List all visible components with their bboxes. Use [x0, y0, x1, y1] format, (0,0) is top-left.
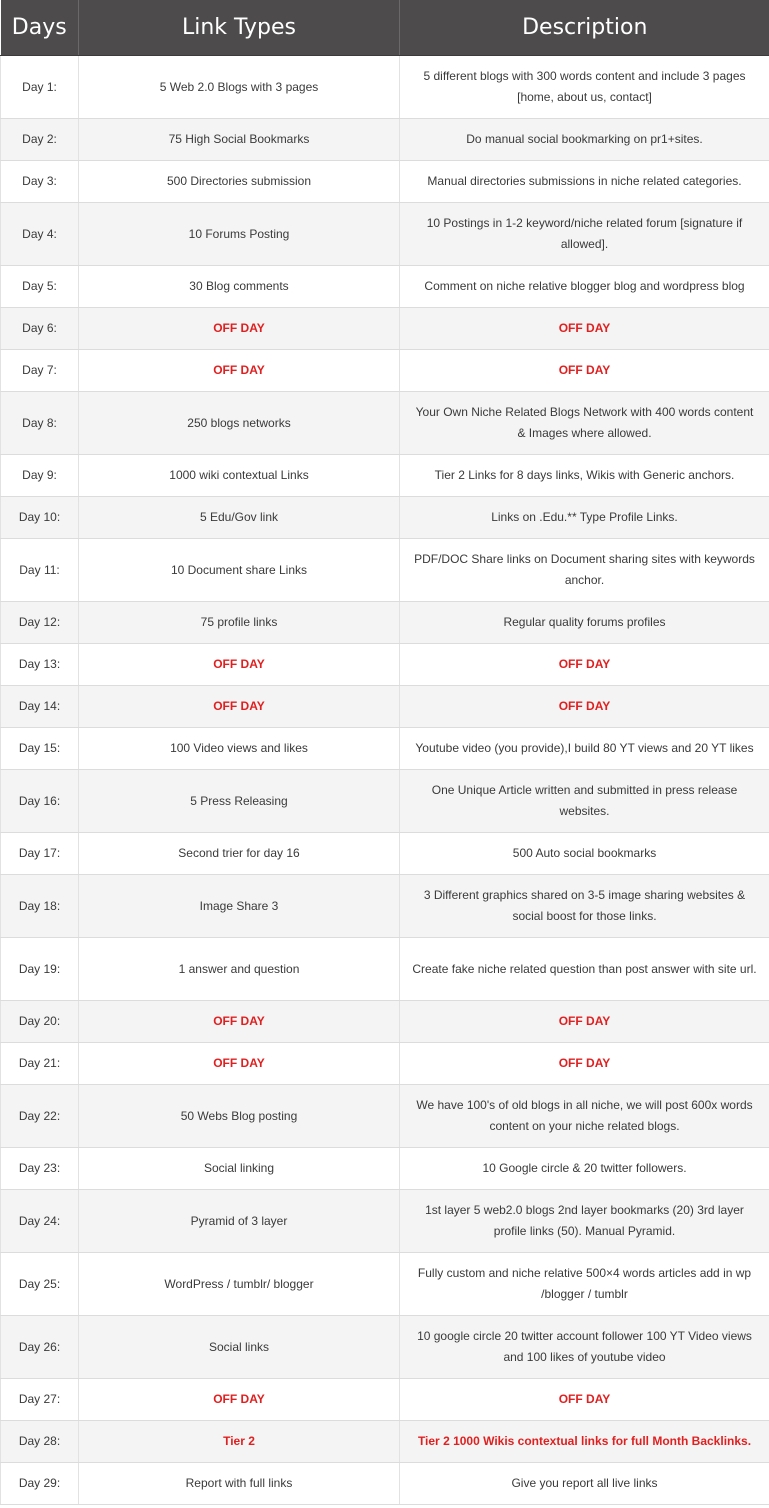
description-cell: PDF/DOC Share links on Document sharing sites with keywords anchor. [400, 539, 769, 602]
table-body [1, 56, 769, 1505]
table-row [1, 1463, 769, 1505]
link-type-cell: 5 Edu/Gov link [79, 497, 400, 539]
description-cell: Do manual social bookmarking on pr1+sites. [400, 119, 769, 161]
link-type-cell: Second trier for day 16 [79, 833, 400, 875]
description-column-header: Description [400, 0, 769, 56]
link-type-cell: Pyramid of 3 layer [79, 1190, 400, 1253]
day-cell: Day 17: [1, 833, 79, 875]
table-row [1, 1148, 769, 1190]
table-row [1, 308, 769, 350]
table-row [1, 161, 769, 203]
table-row [1, 455, 769, 497]
link-type-cell: Report with full links [79, 1463, 400, 1505]
link-type-cell: Social links [79, 1316, 400, 1379]
table-row [1, 1043, 769, 1085]
link-type-cell: OFF DAY [79, 1001, 400, 1043]
description-cell: 10 Google circle & 20 twitter followers. [400, 1148, 769, 1190]
table-row [1, 770, 769, 833]
day-cell: Day 13: [1, 644, 79, 686]
link-type-cell: Tier 2 [79, 1421, 400, 1463]
day-cell: Day 23: [1, 1148, 79, 1190]
day-cell: Day 3: [1, 161, 79, 203]
table-row [1, 203, 769, 266]
link-type-cell: 5 Web 2.0 Blogs with 3 pages [79, 56, 400, 119]
description-cell: Youtube video (you provide),I build 80 YT views and 20 YT likes [400, 728, 769, 770]
description-cell: Tier 2 Links for 8 days links, Wikis with Generic anchors. [400, 455, 769, 497]
table-row [1, 728, 769, 770]
link-type-cell: 500 Directories submission [79, 161, 400, 203]
day-cell: Day 8: [1, 392, 79, 455]
table-row [1, 833, 769, 875]
link-type-cell: 5 Press Releasing [79, 770, 400, 833]
table-row [1, 56, 769, 119]
link-type-cell: 75 profile links [79, 602, 400, 644]
link-type-cell: OFF DAY [79, 644, 400, 686]
link-type-cell: 1 answer and question [79, 938, 400, 1001]
table-row [1, 1190, 769, 1253]
description-cell: OFF DAY [400, 686, 769, 728]
description-cell: OFF DAY [400, 1379, 769, 1421]
link-types-column-header: Link Types [79, 0, 400, 56]
table-row [1, 644, 769, 686]
day-cell: Day 28: [1, 1421, 79, 1463]
description-cell: 1st layer 5 web2.0 blogs 2nd layer bookmarks (20) 3rd layer profile links (50). Manual Pyramid. [400, 1190, 769, 1253]
description-cell: We have 100's of old blogs in all niche, we will post 600x words content on your niche related blogs. [400, 1085, 769, 1148]
link-type-cell: Social linking [79, 1148, 400, 1190]
description-cell: 10 google circle 20 twitter account follower 100 YT Video views and 100 likes of youtube video [400, 1316, 769, 1379]
day-cell: Day 20: [1, 1001, 79, 1043]
link-type-cell: 250 blogs networks [79, 392, 400, 455]
day-cell: Day 2: [1, 119, 79, 161]
day-cell: Day 16: [1, 770, 79, 833]
description-cell: Fully custom and niche relative 500×4 words articles add in wp /blogger / tumblr [400, 1253, 769, 1316]
day-cell: Day 7: [1, 350, 79, 392]
day-cell: Day 6: [1, 308, 79, 350]
day-cell: Day 21: [1, 1043, 79, 1085]
description-cell: Comment on niche relative blogger blog and wordpress blog [400, 266, 769, 308]
table-row [1, 686, 769, 728]
day-cell: Day 5: [1, 266, 79, 308]
day-cell: Day 22: [1, 1085, 79, 1148]
link-type-cell: OFF DAY [79, 1043, 400, 1085]
link-type-cell: Image Share 3 [79, 875, 400, 938]
description-cell: Create fake niche related question than post answer with site url. [400, 938, 769, 1001]
description-cell: OFF DAY [400, 1043, 769, 1085]
day-cell: Day 12: [1, 602, 79, 644]
link-type-cell: OFF DAY [79, 308, 400, 350]
day-cell: Day 15: [1, 728, 79, 770]
description-cell: One Unique Article written and submitted in press release websites. [400, 770, 769, 833]
table-row [1, 497, 769, 539]
day-cell: Day 26: [1, 1316, 79, 1379]
description-cell: 3 Different graphics shared on 3-5 image sharing websites & social boost for those links. [400, 875, 769, 938]
link-type-cell: 50 Webs Blog posting [79, 1085, 400, 1148]
day-cell: Day 29: [1, 1463, 79, 1505]
link-type-cell: WordPress / tumblr/ blogger [79, 1253, 400, 1316]
table-row [1, 119, 769, 161]
description-cell: OFF DAY [400, 1001, 769, 1043]
table-row [1, 938, 769, 1001]
day-cell: Day 24: [1, 1190, 79, 1253]
table-row [1, 602, 769, 644]
table-row [1, 1001, 769, 1043]
link-type-cell: OFF DAY [79, 1379, 400, 1421]
table-row [1, 1421, 769, 1463]
table-row [1, 1085, 769, 1148]
day-cell: Day 19: [1, 938, 79, 1001]
day-cell: Day 9: [1, 455, 79, 497]
description-cell: 5 different blogs with 300 words content and include 3 pages [home, about us, contact] [400, 56, 769, 119]
description-cell: Links on .Edu.** Type Profile Links. [400, 497, 769, 539]
description-cell: Your Own Niche Related Blogs Network with 400 words content & Images where allowed. [400, 392, 769, 455]
day-cell: Day 18: [1, 875, 79, 938]
table-row [1, 1316, 769, 1379]
description-cell: OFF DAY [400, 350, 769, 392]
description-cell: OFF DAY [400, 644, 769, 686]
description-cell: OFF DAY [400, 308, 769, 350]
link-type-cell: 1000 wiki contextual Links [79, 455, 400, 497]
table-header [1, 0, 769, 56]
table-row [1, 1253, 769, 1316]
day-cell: Day 25: [1, 1253, 79, 1316]
link-type-cell: 30 Blog comments [79, 266, 400, 308]
link-type-cell: 10 Forums Posting [79, 203, 400, 266]
description-cell: 500 Auto social bookmarks [400, 833, 769, 875]
description-cell: Tier 2 1000 Wikis contextual links for full Month Backlinks. [400, 1421, 769, 1463]
table-row [1, 539, 769, 602]
description-cell: 10 Postings in 1-2 keyword/niche related forum [signature if allowed]. [400, 203, 769, 266]
days-column-header: Days [1, 0, 79, 56]
table-row [1, 266, 769, 308]
day-cell: Day 1: [1, 56, 79, 119]
link-type-cell: 100 Video views and likes [79, 728, 400, 770]
link-type-cell: OFF DAY [79, 686, 400, 728]
description-cell: Give you report all live links [400, 1463, 769, 1505]
description-cell: Regular quality forums profiles [400, 602, 769, 644]
table-row [1, 392, 769, 455]
day-cell: Day 11: [1, 539, 79, 602]
description-cell: Manual directories submissions in niche related categories. [400, 161, 769, 203]
day-cell: Day 14: [1, 686, 79, 728]
link-type-cell: 75 High Social Bookmarks [79, 119, 400, 161]
link-type-cell: OFF DAY [79, 350, 400, 392]
table-row [1, 875, 769, 938]
link-type-cell: 10 Document share Links [79, 539, 400, 602]
day-cell: Day 4: [1, 203, 79, 266]
table-row [1, 350, 769, 392]
day-cell: Day 10: [1, 497, 79, 539]
table-row [1, 1379, 769, 1421]
day-cell: Day 27: [1, 1379, 79, 1421]
header-row [1, 0, 769, 56]
